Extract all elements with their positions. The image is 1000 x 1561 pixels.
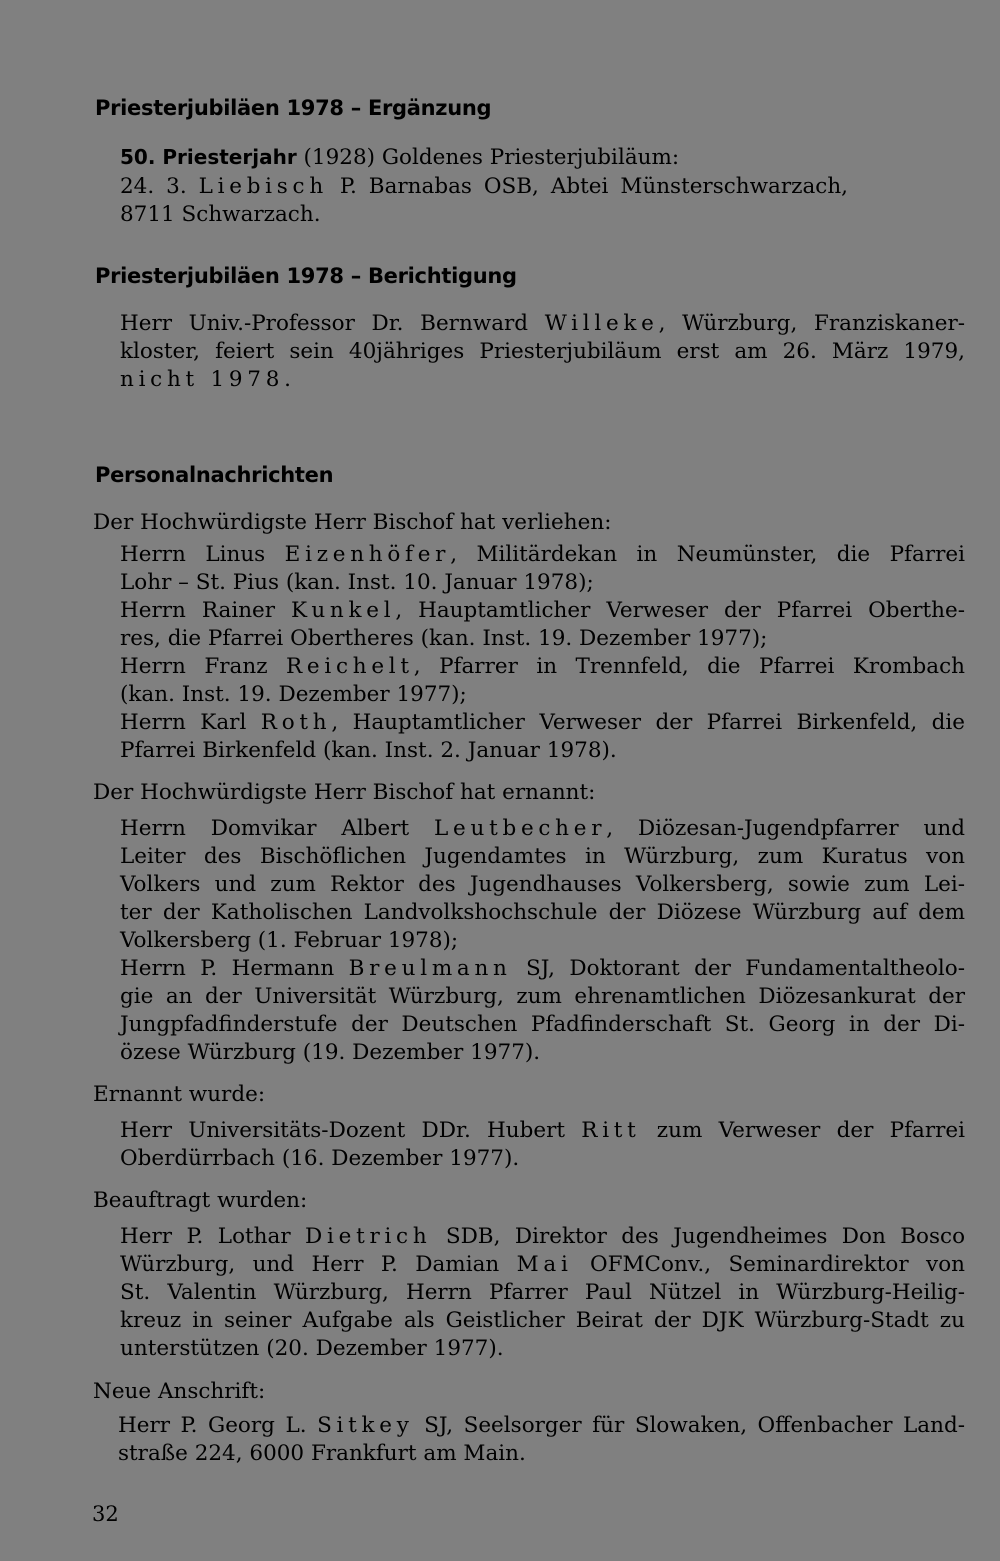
text-line: Herrn Linus Eizenhöfer, Militärdekan in Neumünster, die Pfarrei xyxy=(120,542,965,567)
text-line: Herrn Domvikar Albert Leutbecher, Diözesan-Jugendpfarrer und xyxy=(120,816,965,841)
text-line: kloster, feiert sein 40jähriges Priesterjubiläum erst am 26. März 1979, xyxy=(120,339,965,364)
text-line: 24. 3. Liebisch P. Barnabas OSB, Abtei Münsterschwarzach, xyxy=(120,174,848,199)
text-line: özese Würzburg (19. Dezember 1977). xyxy=(120,1040,541,1065)
text-line: Herrn Karl Roth, Hauptamtlicher Verweser der Pfarrei Birkenfeld, die xyxy=(120,710,966,735)
person-name: Dietrich xyxy=(305,1224,432,1249)
text-line: Würzburg, und Herr P. Damian Mai OFMConv., Seminardirektor von xyxy=(120,1252,965,1277)
person-name: Roth xyxy=(260,710,332,735)
subheading: Ernannt wurde: xyxy=(93,1082,266,1107)
text-line: Volkers und zum Rektor des Jugendhauses Volkersberg, sowie zum Lei- xyxy=(120,872,965,897)
subheading: Der Hochwürdigste Herr Bischof hat verliehen: xyxy=(93,510,612,535)
text-line: nicht 1978. xyxy=(120,367,296,392)
person-name: Liebisch xyxy=(198,174,328,199)
text-line: Herr Universitäts-Dozent DDr. Hubert Ritt zum Verweser der Pfarrei xyxy=(120,1118,965,1143)
text-line: Herr P. Georg L. Sitkey SJ, Seelsorger für Slowaken, Offenbacher Land- xyxy=(118,1413,965,1438)
text-line: res, die Pfarrei Obertheres (kan. Inst. 19. Dezember 1977); xyxy=(120,626,768,651)
heading-berichtigung: Priesterjubiläen 1978 – Berichtigung xyxy=(95,264,517,288)
text-line: Herrn P. Hermann Breulmann SJ, Doktorant der Fundamentaltheolo- xyxy=(120,956,965,981)
text-line: straße 224, 6000 Frankfurt am Main. xyxy=(118,1441,526,1466)
person-name: Breulmann xyxy=(348,956,512,981)
person-name: Ritt xyxy=(581,1118,641,1143)
heading-personalnachrichten: Personalnachrichten xyxy=(95,463,334,487)
person-name: Eizenhöfer xyxy=(284,542,451,567)
person-name: Mai xyxy=(516,1252,573,1277)
text-line: Volkersberg (1. Februar 1978); xyxy=(120,928,459,953)
text-line: St. Valentin Würzburg, Herrn Pfarrer Paul Nützel in Würzburg-Heilig- xyxy=(120,1280,965,1305)
text-line: 8711 Schwarzach. xyxy=(120,202,321,227)
text-line: Lohr – St. Pius (kan. Inst. 10. Januar 1978); xyxy=(120,570,594,595)
text-line: Jungpfadfinderstufe der Deutschen Pfadfinderschaft St. Georg in der Di- xyxy=(120,1012,965,1037)
subheading: Beauftragt wurden: xyxy=(93,1188,308,1213)
person-name: Leutbecher xyxy=(434,816,607,841)
text-line: unterstützen (20. Dezember 1977). xyxy=(120,1336,504,1361)
heading-ergaenzung: Priesterjubiläen 1978 – Ergänzung xyxy=(95,96,492,120)
text-line: gie an der Universität Würzburg, zum ehrenamtlichen Diözesankurat der xyxy=(120,984,965,1009)
person-name: Reichelt xyxy=(286,654,414,679)
subheading: Der Hochwürdigste Herr Bischof hat ernannt: xyxy=(93,780,596,805)
text-line: kreuz in seiner Aufgabe als Geistlicher Beirat der DJK Würzburg-Stadt zu xyxy=(120,1308,965,1333)
text-line: Oberdürrbach (16. Dezember 1977). xyxy=(120,1146,520,1171)
text-line: Herr P. Lothar Dietrich SDB, Direktor des Jugendheimes Don Bosco xyxy=(120,1224,966,1249)
person-name: Sitkey xyxy=(317,1413,414,1438)
text-line: ter der Katholischen Landvolkshochschule der Diözese Würzburg auf dem xyxy=(120,900,965,925)
text-line: Leiter des Bischöflichen Jugendamtes in Würzburg, zum Kuratus von xyxy=(120,844,965,869)
bold-label: 50. Priesterjahr xyxy=(120,145,297,169)
text-line: Herrn Franz Reichelt, Pfarrer in Trennfeld, die Pfarrei Krombach xyxy=(120,654,966,679)
text-line: 50. Priesterjahr (1928) Goldenes Priesterjubiläum: xyxy=(120,145,680,170)
subheading: Neue Anschrift: xyxy=(93,1379,266,1404)
person-name: Kunkel xyxy=(291,598,396,623)
text-line: Pfarrei Birkenfeld (kan. Inst. 2. Januar 1978). xyxy=(120,738,617,763)
text-line: Herr Univ.-Professor Dr. Bernward Willeke, Würzburg, Franziskaner- xyxy=(120,311,965,336)
text-line: Herrn Rainer Kunkel, Hauptamtlicher Verweser der Pfarrei Oberthe- xyxy=(120,598,965,623)
page-number: 32 xyxy=(92,1502,119,1526)
text-line: (kan. Inst. 19. Dezember 1977); xyxy=(120,682,467,707)
person-name: Willeke xyxy=(544,311,659,336)
